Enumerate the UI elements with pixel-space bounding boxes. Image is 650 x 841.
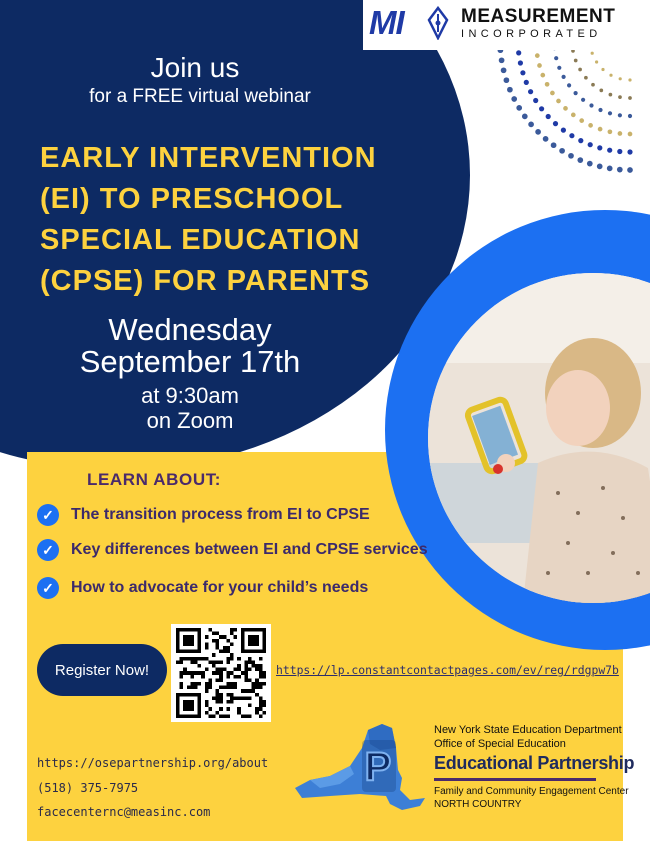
join-subtitle: for a FREE virtual webinar (89, 86, 311, 107)
headline-line: (EI) TO PRESCHOOL (40, 183, 344, 215)
learn-item (37, 503, 370, 527)
event-day: Wednesday (108, 312, 272, 347)
contact-website[interactable]: https://osepartnership.org/about (37, 756, 269, 770)
learn-item-text: The transition process from EI to CPSE (71, 506, 370, 523)
pen-nib-icon (425, 6, 451, 40)
check-circle-icon: ✓ (37, 577, 59, 599)
partnership-logo-letter: P (364, 745, 392, 789)
headline-line: (CPSE) FOR PARENTS (40, 265, 371, 297)
logo-name: MEASUREMENT (461, 6, 616, 27)
event-date: September 17th (79, 344, 301, 379)
check-circle-icon: ✓ (37, 539, 59, 561)
headline-line: EARLY INTERVENTION (40, 142, 377, 174)
join-title: Join us (150, 52, 240, 83)
partnership-org-line2: Office of Special Education (434, 738, 566, 750)
contact-phone: (518) 375-7975 (37, 781, 139, 795)
learn-item (37, 538, 428, 562)
headline (40, 138, 420, 302)
qr-code-icon[interactable] (171, 624, 271, 722)
partnership-org-line1: New York State Education Department (434, 724, 622, 736)
company-logo (363, 0, 650, 50)
learn-item-text: How to advocate for your child’s needs (71, 579, 369, 596)
learn-item (37, 576, 368, 600)
partnership-sub-line1: Family and Community Engagement Center (434, 786, 629, 797)
logo-mark: MI (369, 4, 404, 41)
check-circle-icon: ✓ (37, 504, 59, 526)
learn-heading: LEARN ABOUT: (87, 470, 222, 489)
register-link[interactable]: https://lp.constantcontactpages.com/ev/reg/rdgpw7b (276, 663, 619, 677)
event-platform: on Zoom (146, 408, 234, 433)
event-time: at 9:30am (141, 383, 239, 408)
partnership-sub-line2: NORTH COUNTRY (434, 799, 522, 810)
partnership-title: Educational Partnership (434, 753, 635, 773)
headline-line: SPECIAL EDUCATION (40, 224, 361, 256)
logo-subtitle: INCORPORATED (461, 28, 602, 40)
ny-state-map-icon (290, 718, 430, 818)
partnership-divider (434, 778, 596, 781)
contact-email[interactable]: facecenternc@measinc.com (37, 805, 211, 819)
learn-item-text: Key differences between EI and CPSE services (71, 541, 428, 558)
register-button[interactable]: Register Now! (37, 644, 167, 696)
dots-arc-icon (430, 40, 650, 190)
